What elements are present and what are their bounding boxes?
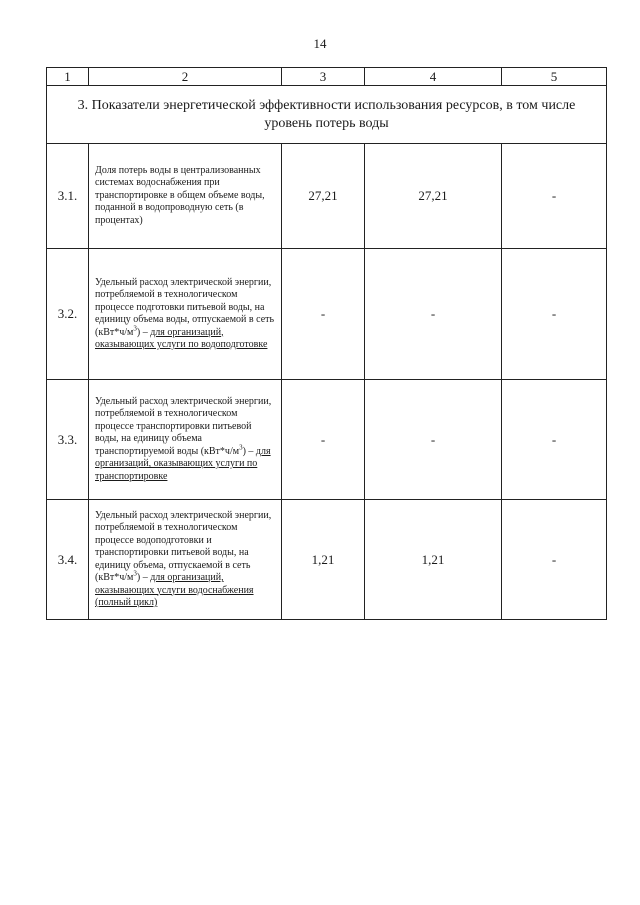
row-value-col5: - bbox=[502, 249, 607, 380]
description-text: Удельный расход электрической энергии, потребляемой в технологическом процессе подготовки питьевой воды, на единицу объема воды, отпускаемой в сеть (кВт*ч/м bbox=[95, 276, 275, 338]
row-number: 3.4. bbox=[47, 500, 89, 620]
page-number: 14 bbox=[313, 36, 327, 51]
row-value-col4: - bbox=[365, 380, 502, 500]
column-header-3: 3 bbox=[282, 68, 365, 86]
description-underlined: для организаций, оказывающих услуги по транспортировке bbox=[95, 445, 271, 482]
description-underlined: для организаций, оказывающих услуги водоснабжения (полный цикл) bbox=[95, 572, 254, 608]
column-header-4: 4 bbox=[365, 68, 502, 86]
row-value-col3: - bbox=[282, 249, 365, 380]
description-text: Удельный расход электрической энергии, потребляемой в технологическом процессе транспортировки питьевой воды, на единицу объема транспортируемой воды (кВт*ч/м bbox=[95, 395, 272, 457]
row-value-col3: - bbox=[282, 380, 365, 500]
description-close: ) – bbox=[242, 445, 256, 457]
indicators-table bbox=[46, 67, 607, 620]
column-number-row bbox=[47, 68, 607, 86]
description-text: Удельный расход электрической энергии, потребляемой в технологическом процессе водоподготовки и транспортировки питьевой воды, на единицу объема, отпускаемой в сеть (кВт*ч/м bbox=[95, 509, 272, 583]
column-header-5: 5 bbox=[502, 68, 607, 86]
table-row bbox=[47, 380, 607, 500]
row-value-col3: 27,21 bbox=[282, 144, 365, 249]
superscript: 3 bbox=[239, 443, 243, 452]
row-number: 3.3. bbox=[47, 380, 89, 500]
table-row bbox=[47, 249, 607, 380]
column-header-1: 1 bbox=[47, 68, 89, 86]
section-row bbox=[47, 86, 607, 144]
section-title: 3. Показатели энергетической эффективности использования ресурсов, в том числе уровень потерь воды bbox=[47, 86, 607, 144]
row-value-col5: - bbox=[502, 144, 607, 249]
row-value-col4: - bbox=[365, 249, 502, 380]
row-value-col4: 27,21 bbox=[365, 144, 502, 249]
row-value-col3: 1,21 bbox=[282, 500, 365, 620]
row-description bbox=[89, 500, 282, 620]
row-number: 3.1. bbox=[47, 144, 89, 249]
superscript: 3 bbox=[133, 569, 137, 578]
description-underlined: для организаций, оказывающих услуги по водоподготовке bbox=[95, 326, 268, 350]
table-row bbox=[47, 144, 607, 249]
column-header-2: 2 bbox=[89, 68, 282, 86]
row-value-col4: 1,21 bbox=[365, 500, 502, 620]
row-description bbox=[89, 380, 282, 500]
description-close: ) – bbox=[136, 326, 151, 338]
row-value-col5: - bbox=[502, 500, 607, 620]
row-description: Доля потерь воды в централизованных системах водоснабжения при транспортировке в общем объеме воды, поданной в водопроводную сеть (в процентах) bbox=[89, 144, 282, 249]
row-description bbox=[89, 249, 282, 380]
description-close: ) – bbox=[136, 572, 151, 583]
row-value-col5: - bbox=[502, 380, 607, 500]
table-row bbox=[47, 500, 607, 620]
superscript: 3 bbox=[133, 324, 137, 333]
row-number: 3.2. bbox=[47, 249, 89, 380]
